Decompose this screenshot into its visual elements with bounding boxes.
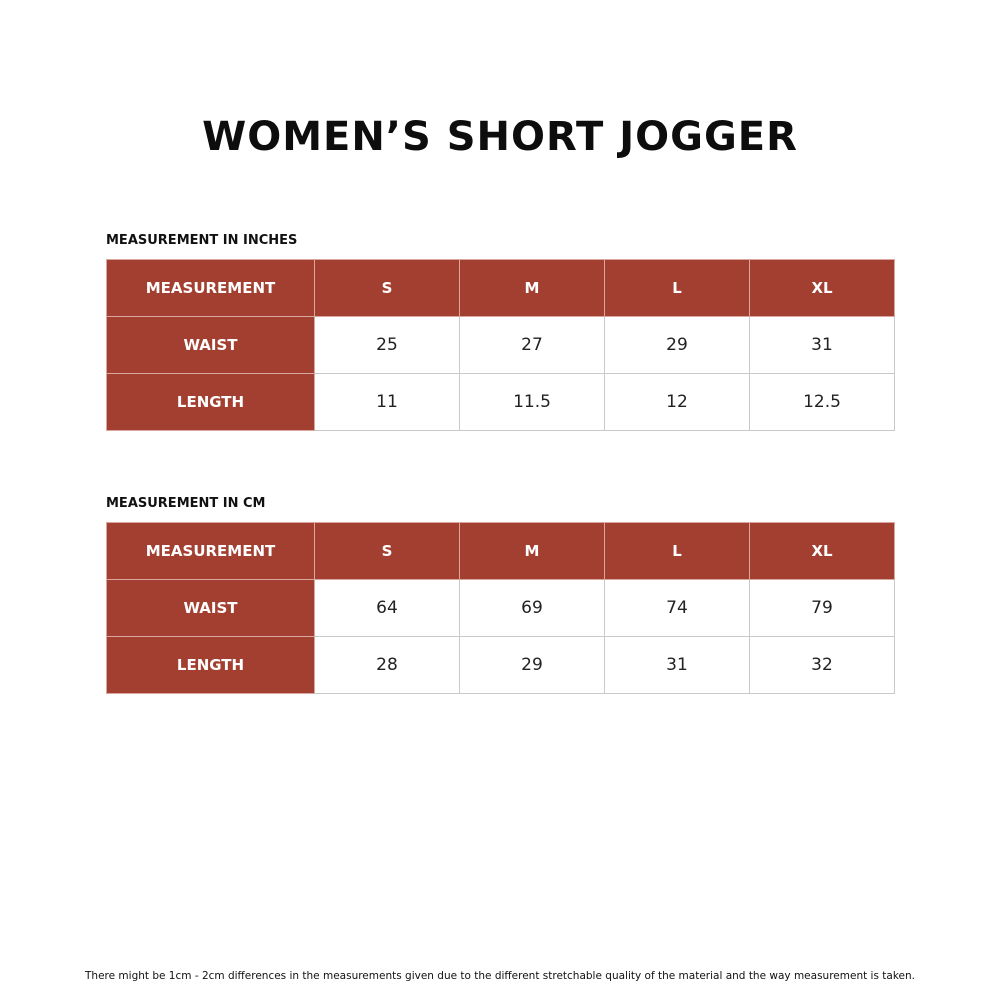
section-label-cm: MEASUREMENT IN CM [106,496,266,511]
table-row [107,580,895,637]
header-cell-size-xl: XL [750,523,895,580]
table-cell: 29 [605,317,750,374]
table-cell: 64 [315,580,460,637]
size-table-inches [106,259,895,431]
table-cell: 29 [460,637,605,694]
header-cell-measurement: MEASUREMENT [107,260,315,317]
table-cell: 11 [315,374,460,431]
header-cell-size-m: M [460,523,605,580]
header-cell-size-l: L [605,523,750,580]
table-row [107,374,895,431]
table-cell: 32 [750,637,895,694]
table-header-row [107,523,895,580]
table-row [107,637,895,694]
table-header-row [107,260,895,317]
table-cell: 31 [605,637,750,694]
table-cell: 31 [750,317,895,374]
page-title: WOMEN’S SHORT JOGGER [202,113,798,160]
table-cell: 12 [605,374,750,431]
table-cell: 27 [460,317,605,374]
table-cell: 25 [315,317,460,374]
header-cell-size-l: L [605,260,750,317]
size-table-cm [106,522,895,694]
footnote: There might be 1cm - 2cm differences in the measurements given due to the different stretchable quality of the material and the way measurement is taken. [85,970,915,982]
section-label-inches: MEASUREMENT IN INCHES [106,233,298,248]
row-label-length: LENGTH [107,637,315,694]
table-row [107,317,895,374]
header-cell-size-s: S [315,523,460,580]
row-label-waist: WAIST [107,317,315,374]
table-cell: 12.5 [750,374,895,431]
table-cell: 74 [605,580,750,637]
table-cell: 79 [750,580,895,637]
row-label-waist: WAIST [107,580,315,637]
table-cell: 69 [460,580,605,637]
header-cell-size-s: S [315,260,460,317]
header-cell-size-xl: XL [750,260,895,317]
table-cell: 11.5 [460,374,605,431]
header-cell-size-m: M [460,260,605,317]
header-cell-measurement: MEASUREMENT [107,523,315,580]
table-cell: 28 [315,637,460,694]
row-label-length: LENGTH [107,374,315,431]
